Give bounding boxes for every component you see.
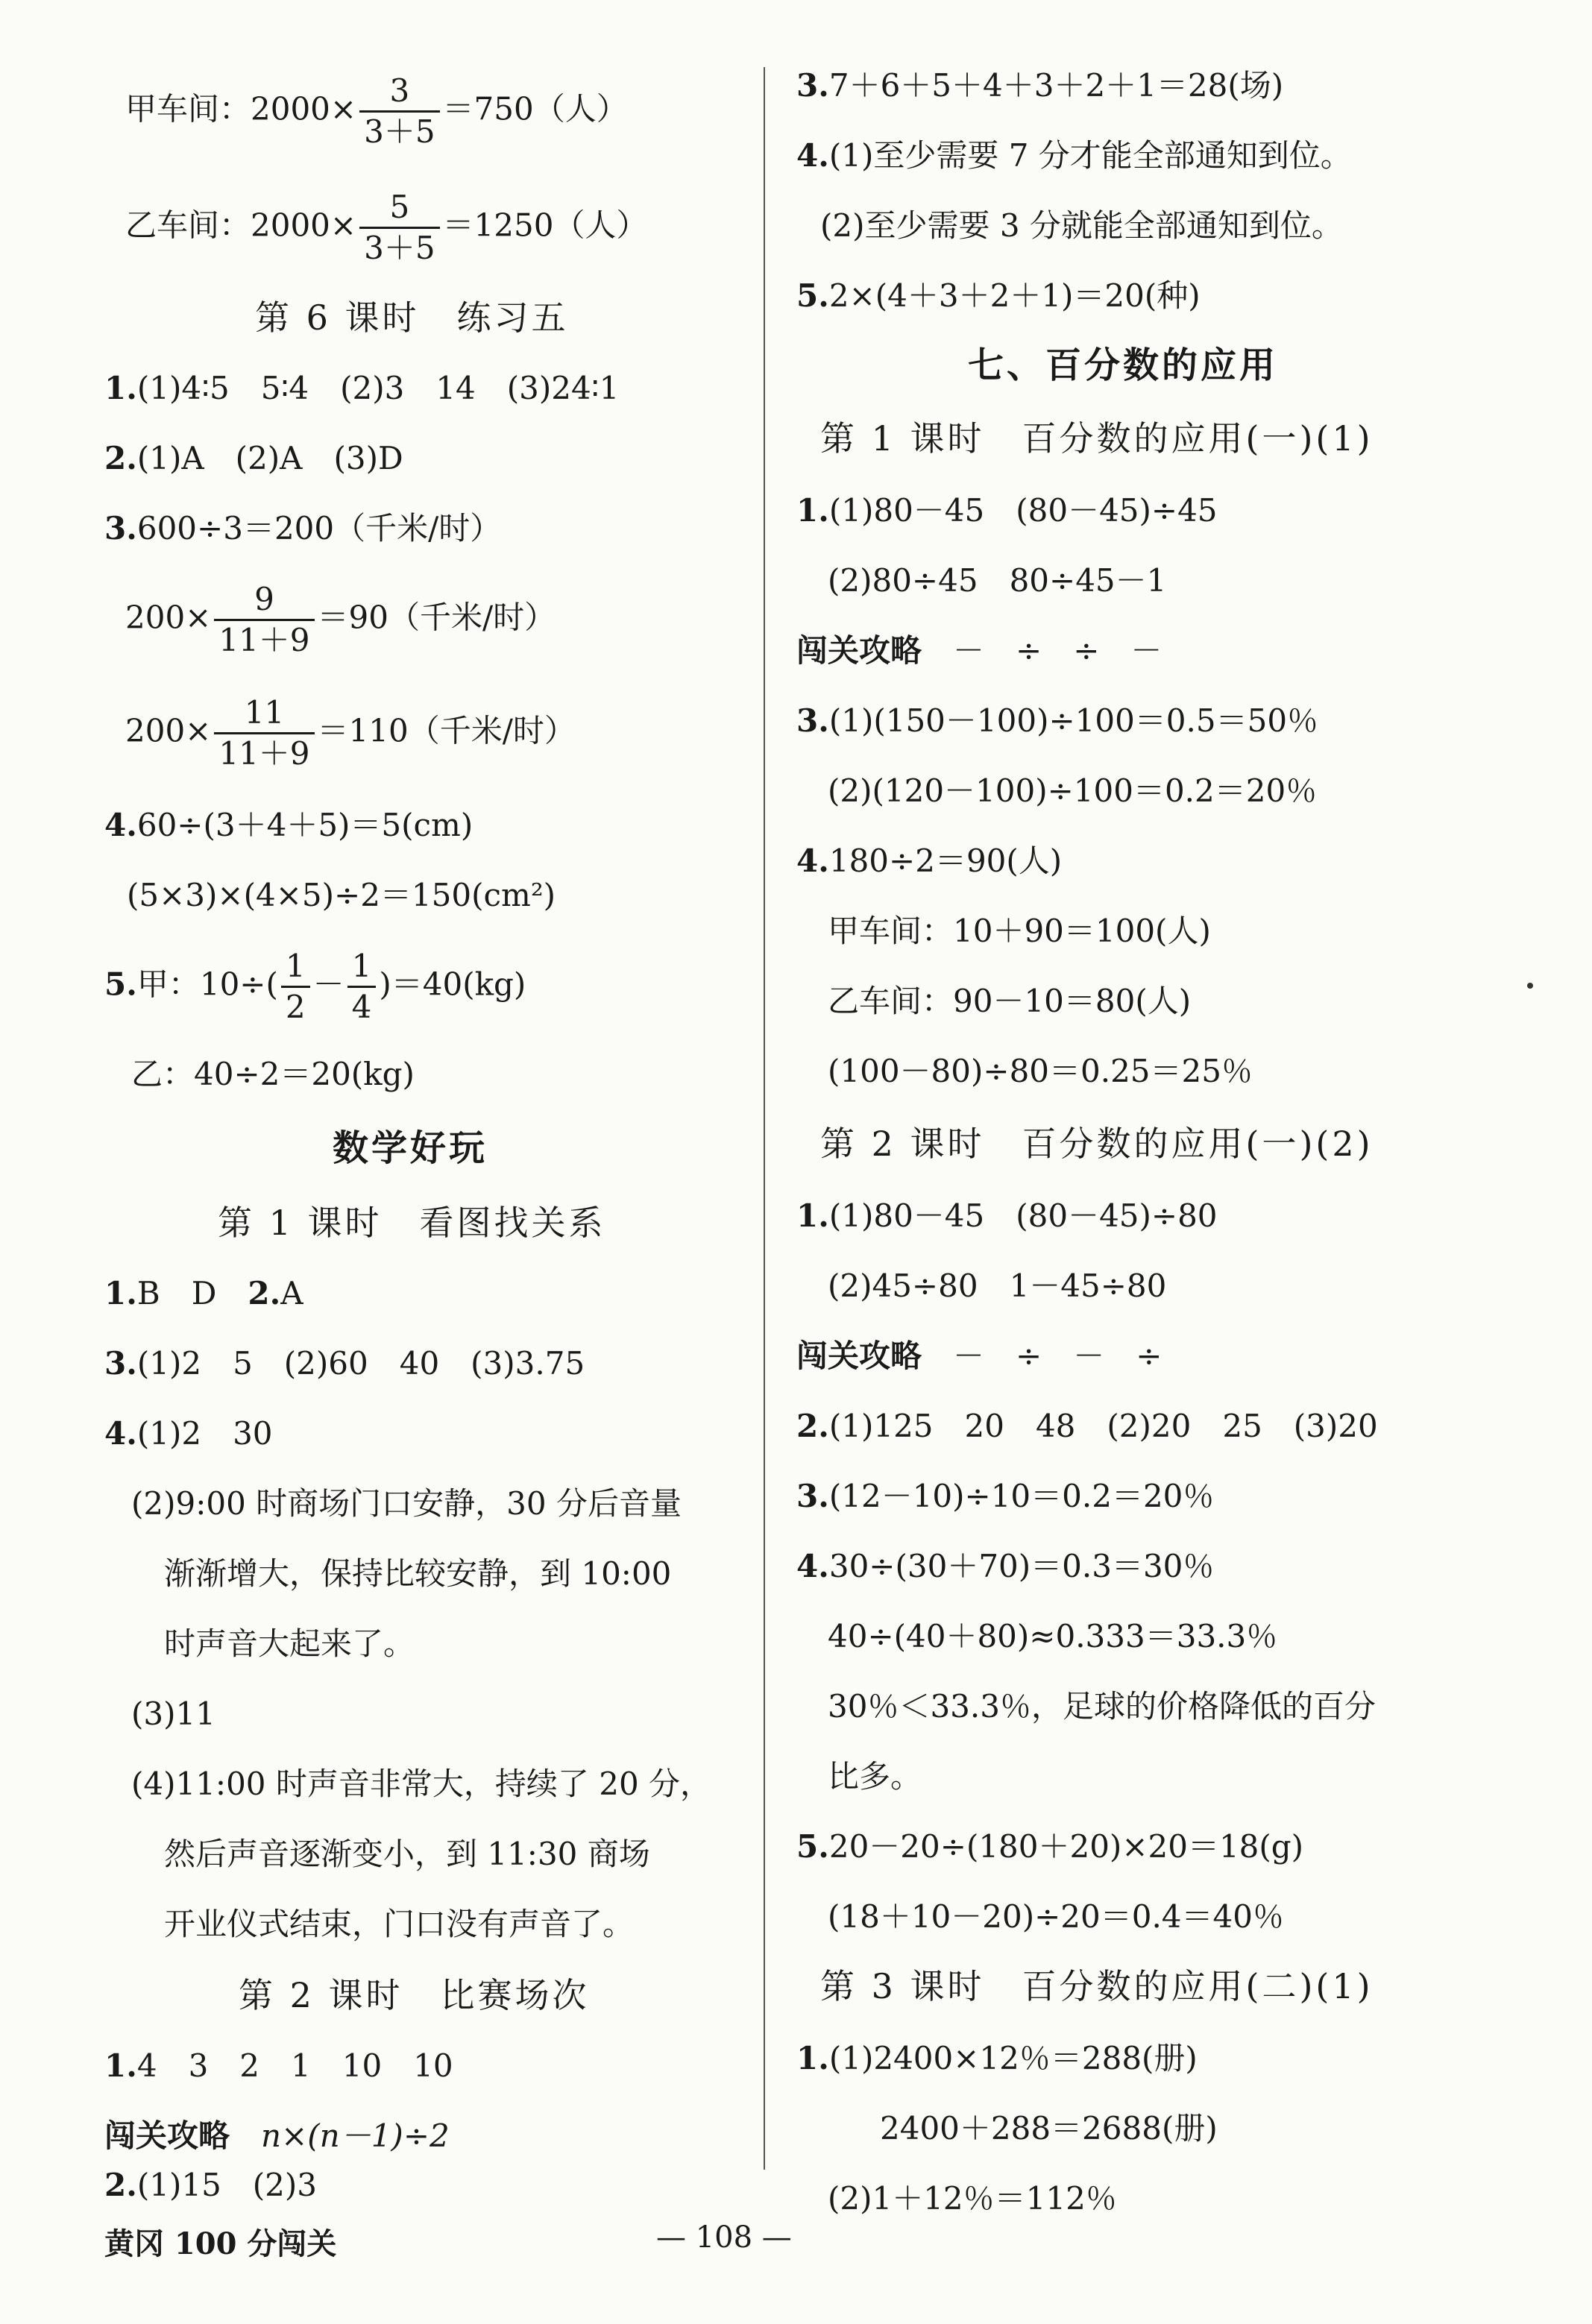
item-number: 3.: [796, 67, 829, 104]
item-number: 1.: [796, 492, 829, 529]
s2-answer-4d: 比多。: [828, 1758, 922, 1795]
answer-text: A: [280, 1275, 303, 1311]
s2-heading: 第 2 课时 百分数的应用(一)(2): [820, 1124, 1374, 1164]
r-answer-4: [796, 137, 1352, 174]
answer-text: (1)A (2)A (3)D: [136, 440, 403, 476]
tip-label: 闯关攻略: [796, 1338, 922, 1374]
answer-5: [104, 947, 526, 1027]
tip-label: 闯关攻略: [796, 632, 922, 669]
answer-4: [104, 807, 473, 844]
fraction: [214, 580, 314, 660]
answer-text: 4 3 2 1 10 10: [136, 2047, 453, 2084]
calc-workshop-a: [125, 72, 628, 151]
fun2-answer-2: [104, 2167, 317, 2204]
expr-suffix: ＝750（人）: [442, 90, 628, 127]
fraction: [359, 72, 439, 151]
item-number: 5.: [796, 277, 829, 314]
speck-mark: [1527, 983, 1533, 989]
s1-answer-3b: (2)(120－100)÷100＝0.2＝20％: [828, 772, 1318, 809]
item-number: 2.: [104, 2167, 137, 2203]
fraction: [214, 693, 314, 773]
fraction: [281, 947, 310, 1027]
tip-formula: n×(n－1)÷2: [261, 2117, 450, 2154]
answer-text: (1)80－45 (80－45)÷45: [828, 492, 1218, 529]
s2-answer-4: [796, 1548, 1214, 1585]
answer-3: [104, 510, 501, 547]
item-number: 4.: [796, 137, 829, 174]
answer-text: (1)4∶5 5∶4 (2)3 14 (3)24∶1: [136, 370, 620, 406]
numerator: 11: [214, 693, 314, 734]
fraction: [359, 188, 439, 268]
s1-tip: [796, 632, 1162, 670]
s2-answer-5: [796, 1828, 1303, 1865]
item-number: 4.: [796, 843, 829, 879]
answer-text: (1)15 (2)3: [136, 2167, 318, 2203]
fun-answer-1-2: [104, 1275, 303, 1312]
s3-heading: 第 3 课时 百分数的应用(二)(1): [820, 1966, 1374, 2006]
fun-answer-4b-line3: 时声音大起来了。: [164, 1625, 415, 1662]
fun-answer-4d-line2: 然后声音逐渐变小，到 11:30 商场: [164, 1836, 650, 1872]
expr-prefix: 甲车间：2000×: [125, 90, 357, 127]
fun-lesson2-heading: 第 2 课时 比赛场次: [239, 1975, 590, 2015]
answer-text: (1)125 20 48 (2)20 25 (3)20: [828, 1408, 1378, 1444]
item-number: 2.: [796, 1408, 829, 1444]
fun-answer-4d-line1: (4)11:00 时声音非常大，持续了 20 分，: [131, 1766, 712, 1802]
s1-answer-4b: 甲车间：10＋90＝100(人): [828, 913, 1211, 949]
fun-answer-4c: (3)11: [131, 1695, 215, 1732]
r-answer-4b: (2)至少需要 3 分就能全部通知到位。: [820, 207, 1343, 244]
fraction: [347, 947, 377, 1027]
item-number: 2.: [248, 1275, 281, 1311]
expr-prefix: 甲：10÷(: [136, 966, 278, 1003]
expr-prefix: 200×: [125, 712, 212, 749]
denominator: 2: [285, 989, 306, 1025]
tip-label: 闯关攻略: [104, 2117, 230, 2154]
answer-text: (1)80－45 (80－45)÷80: [828, 1197, 1218, 1234]
denominator: 3＋5: [364, 230, 435, 266]
answer-text: (1)2 5 (2)60 40 (3)3.75: [136, 1345, 585, 1382]
s2-answer-5b: (18＋10－20)÷20＝0.4＝40％: [828, 1898, 1284, 1935]
answer-3a: [125, 580, 556, 660]
fun-answer-4: [104, 1415, 273, 1452]
item-number: 3.: [104, 1345, 137, 1382]
item-number: 1.: [104, 1275, 137, 1311]
s2-tip: [796, 1338, 1162, 1375]
expr-suffix: ＝110（千米/时）: [317, 712, 576, 749]
numerator: 1: [347, 947, 377, 988]
fun2-tip: [104, 2117, 450, 2155]
denominator: 4: [351, 989, 372, 1025]
s3-answer-1c: (2)1＋12％＝112％: [828, 2180, 1117, 2217]
s1-answer-4d: (100－80)÷80＝0.25＝25％: [828, 1053, 1253, 1089]
s2-answer-3: [796, 1478, 1214, 1515]
s1-answer-4: [796, 843, 1062, 880]
answer-1: [104, 370, 619, 407]
denominator: 11＋9: [218, 622, 310, 658]
answer-text: (12－10)÷10＝0.2＝20％: [828, 1478, 1215, 1514]
tip-text: － ÷ ÷ －: [953, 632, 1162, 669]
answer-text: (1)2 30: [136, 1415, 273, 1452]
r-answer-5: [796, 277, 1201, 315]
s2-answer-1b: (2)45÷80 1－45÷80: [828, 1268, 1167, 1304]
item-number: 1.: [104, 370, 137, 406]
s1-answer-3: [796, 702, 1318, 740]
s1-answer-1: [796, 492, 1218, 529]
s1-heading: 第 1 课时 百分数的应用(一)(1): [820, 418, 1374, 459]
s2-answer-2: [796, 1408, 1378, 1445]
answer-3b: [125, 693, 576, 773]
answer-text: 60÷(3＋4＋5)＝5(cm): [136, 807, 473, 843]
item-number: 3.: [796, 702, 829, 739]
answer-text: (1)(150－100)÷100＝0.5＝50％: [828, 702, 1319, 739]
fun2-answer-1: [104, 2047, 453, 2085]
expr-suffix: ＝90（千米/时）: [317, 599, 556, 636]
answer-text: 180÷2＝90(人): [828, 843, 1063, 879]
answer-text: (1)至少需要 7 分才能全部通知到位。: [828, 137, 1352, 174]
denominator: 11＋9: [218, 735, 310, 772]
s2-answer-4b: 40÷(40＋80)≈0.333＝33.3％: [828, 1618, 1278, 1654]
footer-brand: 黄冈 100 分闯关: [104, 2226, 337, 2261]
s3-answer-1b: 2400＋288＝2688(册): [880, 2110, 1218, 2147]
s1-answer-1b: (2)80÷45 80÷45－1: [828, 562, 1167, 599]
answer-text: (1)2400×12％＝288(册): [828, 2040, 1198, 2076]
calc-workshop-b: [125, 188, 647, 268]
answer-4b: (5×3)×(4×5)÷2＝150(cm²): [127, 877, 556, 913]
item-number: 3.: [796, 1478, 829, 1514]
expr-suffix: )＝40(kg): [379, 966, 526, 1003]
s3-answer-1: [796, 2040, 1198, 2077]
answer-text: 2×(4＋3＋2＋1)＝20(种): [828, 277, 1201, 314]
section-heading-math-fun: 数学好玩: [333, 1127, 488, 1169]
answer-text: 20－20÷(180＋20)×20＝18(g): [828, 1828, 1304, 1865]
fun-answer-3: [104, 1345, 585, 1382]
answer-5b: 乙：40÷2＝20(kg): [131, 1056, 415, 1092]
fun-answer-4b-line2: 渐渐增大，保持比较安静，到 10:00: [164, 1555, 672, 1592]
s1-answer-4c: 乙车间：90－10＝80(人): [828, 983, 1192, 1019]
column-divider: [764, 67, 765, 2170]
tip-text: － ÷ － ÷: [953, 1338, 1162, 1374]
answer-text: 600÷3＝200（千米/时）: [136, 510, 502, 547]
item-number: 1.: [796, 1197, 829, 1234]
answer-text: 30÷(30＋70)＝0.3＝30％: [828, 1548, 1215, 1584]
numerator: 1: [281, 947, 310, 988]
denominator: 3＋5: [364, 113, 435, 150]
item-number: 2.: [104, 440, 137, 476]
fun-answer-4d-line3: 开业仪式结束，门口没有声音了。: [164, 1906, 635, 1942]
minus-sign: －: [312, 966, 344, 1003]
item-number: 4.: [104, 807, 137, 843]
item-number: 1.: [104, 2047, 137, 2084]
item-number: 1.: [796, 2040, 829, 2076]
lesson6-heading: 第 6 课时 练习五: [255, 297, 569, 338]
page-number: — 108 —: [656, 2220, 792, 2255]
item-number: 3.: [104, 510, 137, 547]
answer-text: 7＋6＋5＋4＋3＋2＋1＝28(场): [828, 67, 1284, 104]
s2-answer-4c: 30％＜33.3％，足球的价格降低的百分: [828, 1688, 1376, 1725]
item-number: 4.: [796, 1548, 829, 1584]
expr-prefix: 200×: [125, 599, 212, 636]
item-number: 5.: [104, 966, 137, 1003]
answer-text: B D: [136, 1275, 248, 1311]
s2-answer-1: [796, 1197, 1218, 1235]
fun-lesson1-heading: 第 1 课时 看图找关系: [218, 1203, 606, 1243]
numerator: 9: [214, 580, 314, 621]
item-number: 5.: [796, 1828, 829, 1865]
section-heading-percent: 七、百分数的应用: [968, 344, 1279, 386]
expr-suffix: ＝1250（人）: [442, 207, 648, 244]
expr-prefix: 乙车间：2000×: [125, 207, 357, 244]
numerator: 3: [359, 72, 439, 113]
fun-answer-4b-line1: (2)9:00 时商场门口安静，30 分后音量: [131, 1485, 682, 1522]
item-number: 4.: [104, 1415, 137, 1452]
r-answer-3: [796, 67, 1283, 104]
answer-2: [104, 440, 403, 477]
numerator: 5: [359, 188, 439, 229]
